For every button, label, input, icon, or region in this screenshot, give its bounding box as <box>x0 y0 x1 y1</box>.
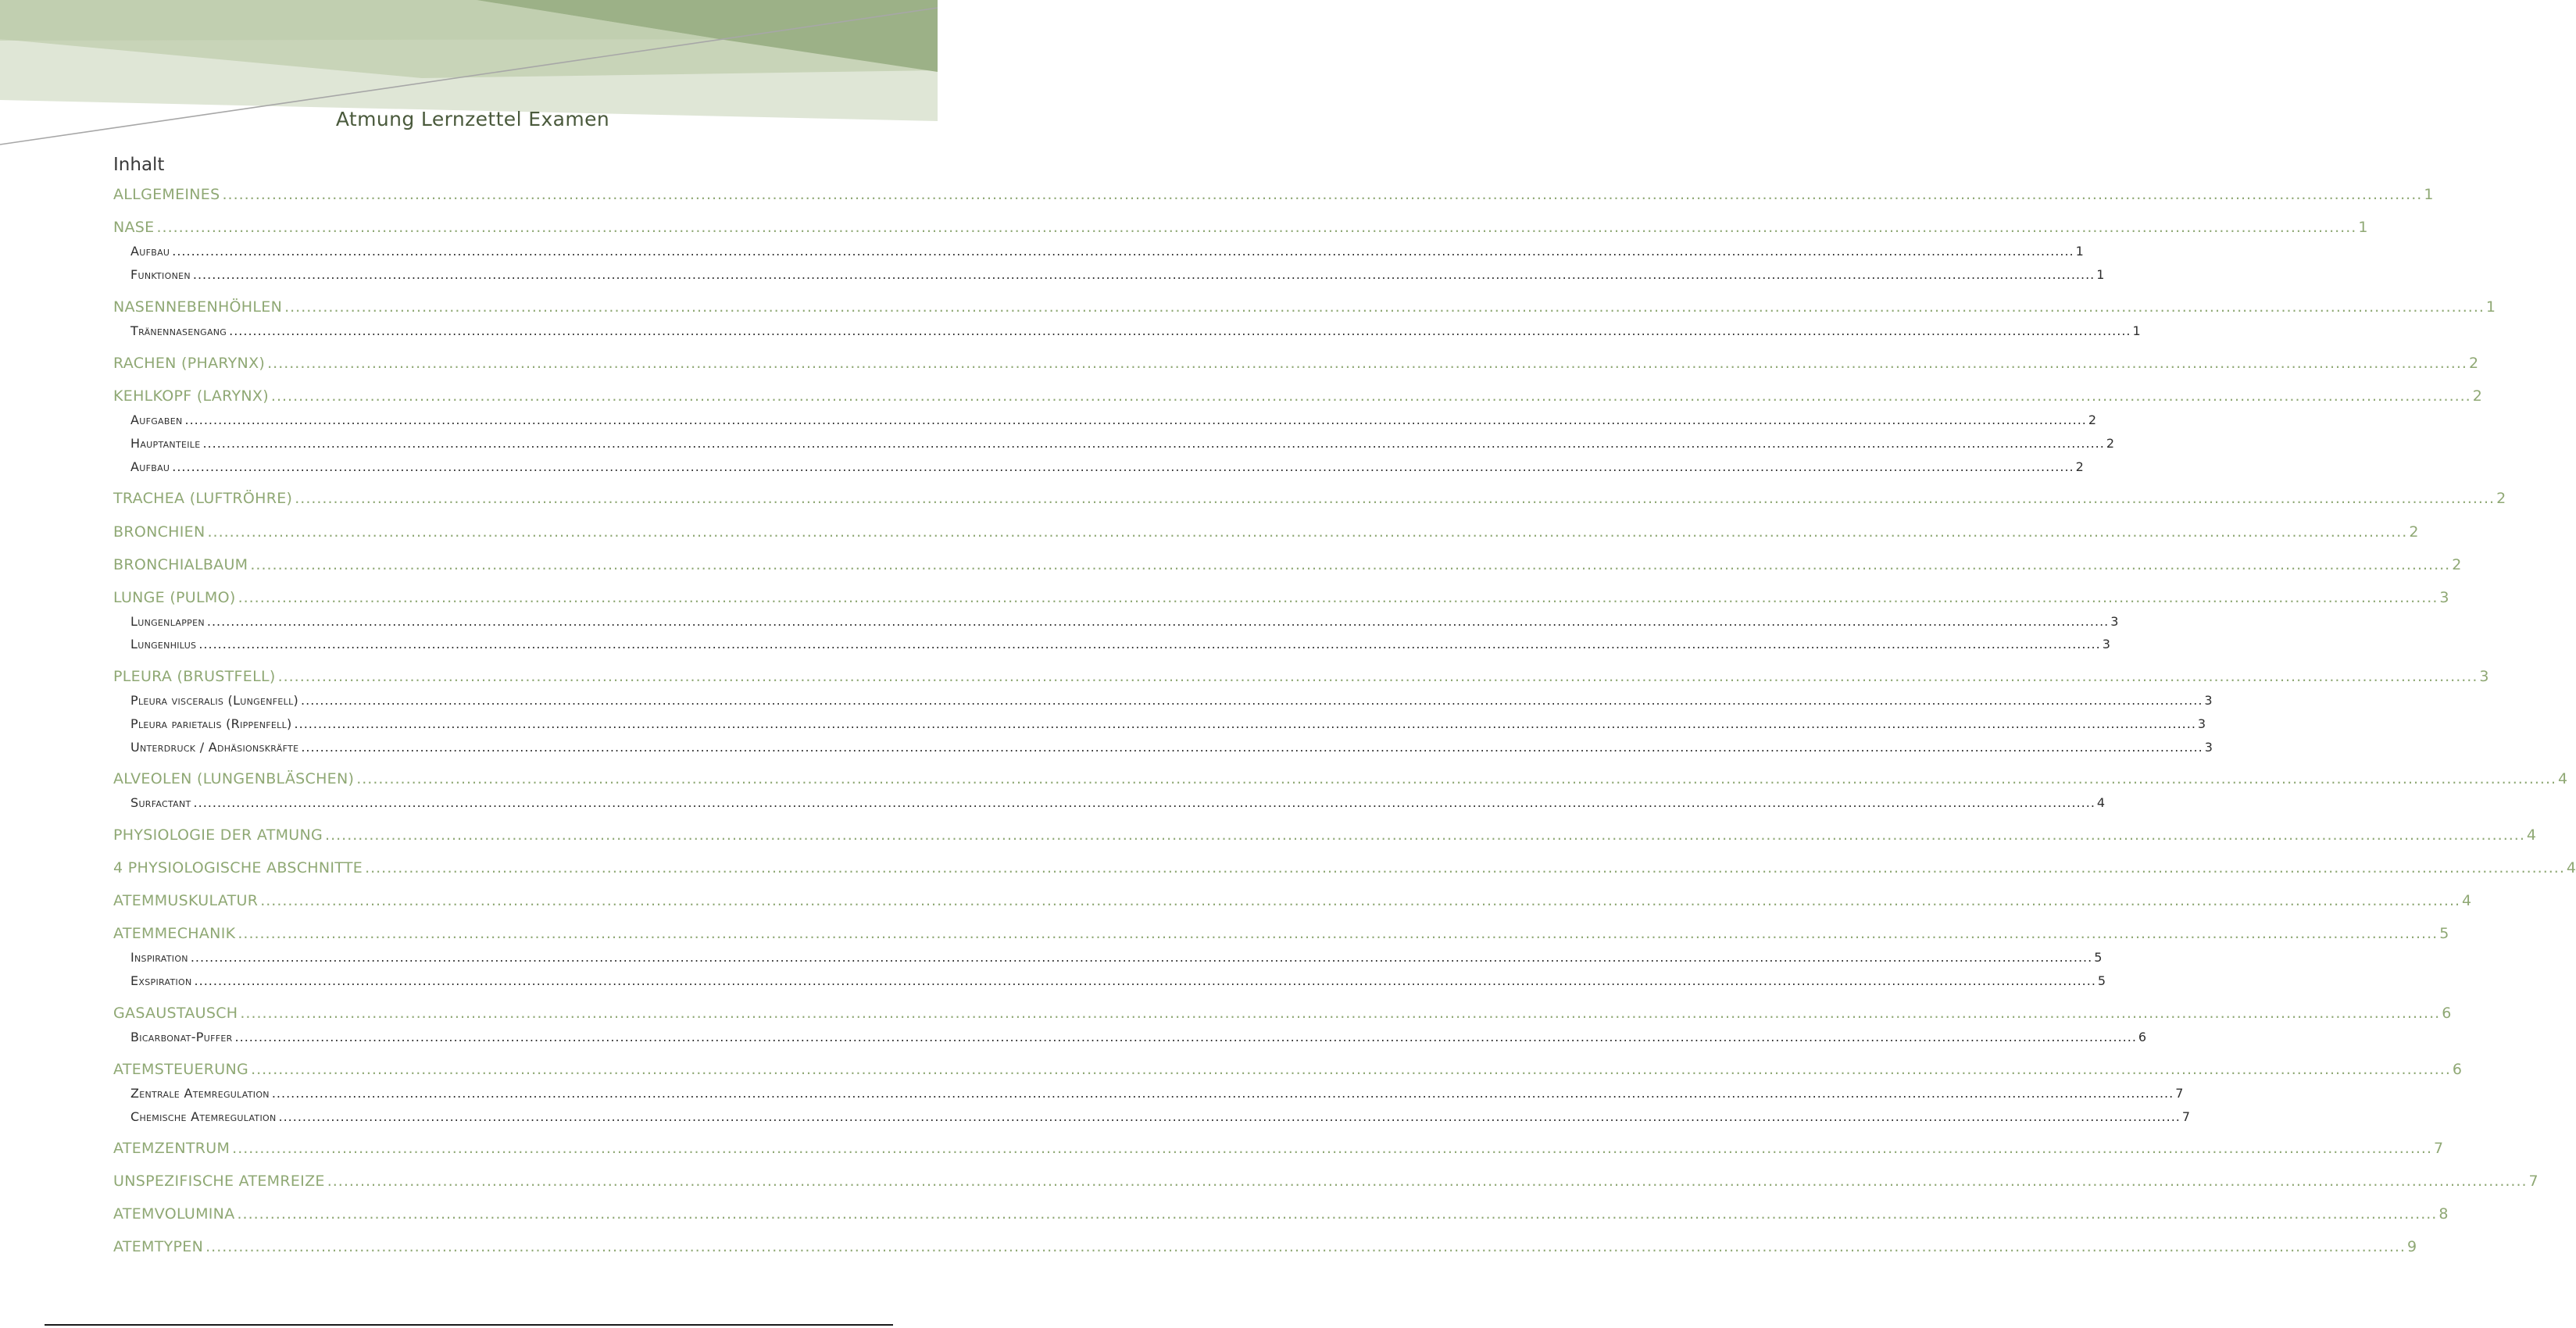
toc-entry-label: ATEMMECHANIK <box>113 925 236 942</box>
dot-leader: ................................................................................................................................................................................................................................................................................................................................................................................................................ <box>295 490 2496 507</box>
toc-entry[interactable] <box>113 218 2368 237</box>
toc-entry-label: ALVEOLEN (LUNGENBLÄSCHEN) <box>113 770 355 787</box>
toc-page-number: 2 <box>2468 355 2479 372</box>
toc-page-number: 5 <box>2094 950 2103 965</box>
toc-entry[interactable] <box>113 588 2449 607</box>
dot-leader: ................................................................................................................................................................................................................................................................................................................................................................................................................ <box>202 436 2105 451</box>
toc-subentry[interactable] <box>130 435 2115 452</box>
toc-page-number: 3 <box>2204 693 2213 708</box>
toc-entry-label: UNSPEZIFISCHE ATEMREIZE <box>113 1173 325 1190</box>
toc-entry[interactable] <box>113 1237 2417 1256</box>
dot-leader: ................................................................................................................................................................................................................................................................................................................................................................................................................ <box>194 973 2096 988</box>
toc-entry[interactable] <box>113 1139 2444 1158</box>
toc-entry[interactable] <box>113 185 2434 204</box>
dot-leader: ................................................................................................................................................................................................................................................................................................................................................................................................................ <box>356 770 2557 787</box>
toc-subentry[interactable] <box>130 1029 2147 1045</box>
dot-leader: ................................................................................................................................................................................................................................................................................................................................................................................................................ <box>278 1109 2181 1124</box>
toc-entry-label: Aufbau <box>130 459 170 474</box>
dot-leader: ................................................................................................................................................................................................................................................................................................................................................................................................................ <box>365 859 2565 876</box>
dot-leader: ................................................................................................................................................................................................................................................................................................................................................................................................................ <box>207 523 2408 541</box>
dot-leader: ................................................................................................................................................................................................................................................................................................................................................................................................................ <box>301 740 2203 755</box>
toc-entry-label: PHYSIOLOGIE DER ATMUNG <box>113 826 323 844</box>
toc-subentry[interactable] <box>130 243 2085 259</box>
toc-entry-label: BRONCHIALBAUM <box>113 556 248 573</box>
toc-entry-label: LUNGE (PULMO) <box>113 589 236 606</box>
toc-entry-label: ATEMVOLUMINA <box>113 1205 235 1223</box>
toc-page-number: 2 <box>2409 523 2419 541</box>
toc-entry[interactable] <box>113 523 2419 541</box>
toc-subentry[interactable] <box>130 739 2213 755</box>
toc-page-number: 3 <box>2204 740 2213 755</box>
dot-leader: ................................................................................................................................................................................................................................................................................................................................................................................................................ <box>260 892 2461 909</box>
toc-entry-label: ATEMMUSKULATUR <box>113 892 259 909</box>
toc-entry-label: RACHEN (PHARYNX) <box>113 355 266 372</box>
toc-entry[interactable] <box>113 826 2537 844</box>
toc-page-number: 2 <box>2496 490 2506 507</box>
toc-page-number: 2 <box>2088 412 2097 427</box>
toc-entry-label: BRONCHIEN <box>113 523 205 541</box>
dot-leader: ................................................................................................................................................................................................................................................................................................................................................................................................................ <box>238 925 2438 942</box>
toc-entry[interactable] <box>113 891 2472 910</box>
toc-entry-label: NASE <box>113 219 155 236</box>
toc-entry-label: Inspiration <box>130 950 188 965</box>
toc-entry-label: TRACHEA (LUFTRÖHRE) <box>113 490 293 507</box>
toc-subentry[interactable] <box>130 1085 2184 1101</box>
toc-page-number: 1 <box>2096 267 2105 282</box>
toc-entry-label: ATEMZENTRUM <box>113 1140 230 1157</box>
toc-page-number: 3 <box>2110 614 2119 629</box>
toc-page-number: 1 <box>2358 219 2368 236</box>
dot-leader: ................................................................................................................................................................................................................................................................................................................................................................................................................ <box>234 1030 2137 1044</box>
toc-entry[interactable] <box>113 1060 2463 1079</box>
toc-entry-label: 4 PHYSIOLOGISCHE ABSCHNITTE <box>113 859 363 876</box>
toc-page-number: 3 <box>2439 589 2449 606</box>
dot-leader: ................................................................................................................................................................................................................................................................................................................................................................................................................ <box>222 186 2423 203</box>
dot-leader: ................................................................................................................................................................................................................................................................................................................................................................................................................ <box>237 1205 2438 1223</box>
toc-entry[interactable] <box>113 769 2568 788</box>
toc-subentry[interactable] <box>130 613 2119 630</box>
toc-entry[interactable] <box>113 387 2483 405</box>
toc-page-number: 5 <box>2439 925 2449 942</box>
toc-page-number: 1 <box>2075 244 2085 259</box>
toc-entry-label: Pleura parietalis (Rippenfell) <box>130 716 292 731</box>
dot-leader: ................................................................................................................................................................................................................................................................................................................................................................................................................ <box>294 716 2196 731</box>
toc-heading: Inhalt <box>113 155 165 175</box>
toc-entry[interactable] <box>113 489 2506 508</box>
toc-entry-label: ALLGEMEINES <box>113 186 220 203</box>
toc-entry-label: Hauptanteile <box>130 436 201 451</box>
dot-leader: ................................................................................................................................................................................................................................................................................................................................................................................................................ <box>271 1086 2174 1101</box>
dot-leader: ................................................................................................................................................................................................................................................................................................................................................................................................................ <box>327 1173 2528 1190</box>
toc-entry[interactable] <box>113 298 2496 316</box>
toc-page-number: 8 <box>2438 1205 2449 1223</box>
toc-subentry[interactable] <box>130 973 2106 989</box>
dot-leader: ................................................................................................................................................................................................................................................................................................................................................................................................................ <box>277 668 2478 685</box>
dot-leader: ................................................................................................................................................................................................................................................................................................................................................................................................................ <box>184 412 2087 427</box>
dot-leader: ................................................................................................................................................................................................................................................................................................................................................................................................................ <box>172 244 2074 259</box>
toc-page-number: 3 <box>2197 716 2206 731</box>
dot-leader: ................................................................................................................................................................................................................................................................................................................................................................................................................ <box>172 459 2074 474</box>
toc-entry-label: ATEMTYPEN <box>113 1238 204 1255</box>
toc-entry-label: KEHLKOPF (LARYNX) <box>113 387 269 405</box>
toc-entry[interactable] <box>113 1205 2449 1223</box>
toc-page-number: 4 <box>2096 795 2106 810</box>
dot-leader: ................................................................................................................................................................................................................................................................................................................................................................................................................ <box>267 355 2467 372</box>
toc-subentry[interactable] <box>130 794 2106 811</box>
toc-page-number: 6 <box>2452 1061 2463 1078</box>
dot-leader: ................................................................................................................................................................................................................................................................................................................................................................................................................ <box>192 267 2095 282</box>
toc-entry[interactable] <box>113 1004 2452 1023</box>
toc-entry-label: Lungenlappen <box>130 614 205 629</box>
toc-page-number: 2 <box>2106 436 2115 451</box>
toc-entry-label: Pleura visceralis (Lungenfell) <box>130 693 299 708</box>
toc-entry-label: Exspiration <box>130 973 192 988</box>
footer-divider <box>45 1324 893 1326</box>
toc-page-number: 2 <box>2472 387 2483 405</box>
dot-leader: ................................................................................................................................................................................................................................................................................................................................................................................................................ <box>206 614 2110 629</box>
toc-entry-label: Zentrale Atemregulation <box>130 1086 270 1101</box>
dot-leader: ................................................................................................................................................................................................................................................................................................................................................................................................................ <box>251 1061 2451 1078</box>
toc-subentry[interactable] <box>130 412 2097 428</box>
toc-subentry[interactable] <box>130 1108 2191 1125</box>
dot-leader: ................................................................................................................................................................................................................................................................................................................................................................................................................ <box>250 556 2451 573</box>
toc-entry-label: Aufgaben <box>130 412 183 427</box>
dot-leader: ................................................................................................................................................................................................................................................................................................................................................................................................................ <box>240 1005 2441 1022</box>
toc-entry-label: Tränennasengang <box>130 323 227 338</box>
toc-subentry[interactable] <box>130 692 2213 709</box>
toc-entry[interactable] <box>113 1172 2538 1191</box>
toc-page-number: 7 <box>2181 1109 2191 1124</box>
toc-page-number: 7 <box>2434 1140 2444 1157</box>
dot-leader: ................................................................................................................................................................................................................................................................................................................................................................................................................ <box>325 826 2525 844</box>
toc-subentry[interactable] <box>130 266 2105 283</box>
toc-page-number: 1 <box>2485 298 2496 316</box>
toc-entry[interactable] <box>113 859 2576 877</box>
toc-page-number: 3 <box>2102 637 2111 652</box>
dot-leader: ................................................................................................................................................................................................................................................................................................................................................................................................................ <box>198 637 2101 652</box>
toc-entry[interactable] <box>113 924 2449 943</box>
toc-page-number: 3 <box>2479 668 2489 685</box>
toc-subentry[interactable] <box>130 716 2206 732</box>
toc-page-number: 7 <box>2528 1173 2538 1190</box>
toc-page-number: 2 <box>2452 556 2462 573</box>
toc-entry-label: PLEURA (BRUSTFELL) <box>113 668 276 685</box>
toc-page-number: 7 <box>2175 1086 2184 1101</box>
toc-subentry[interactable] <box>130 949 2103 966</box>
toc-entry[interactable] <box>113 667 2489 686</box>
toc-entry-label: Chemische Atemregulation <box>130 1109 277 1124</box>
dot-leader: ................................................................................................................................................................................................................................................................................................................................................................................................................ <box>156 219 2357 236</box>
dot-leader: ................................................................................................................................................................................................................................................................................................................................................................................................................ <box>284 298 2485 316</box>
toc-entry-label: Surfactant <box>130 795 191 810</box>
toc-entry-label: Bicarbonat-Puffer <box>130 1030 233 1044</box>
toc-page-number: 9 <box>2406 1238 2417 1255</box>
toc-subentry[interactable] <box>130 323 2141 339</box>
toc-page-number: 6 <box>2442 1005 2452 1022</box>
dot-leader: ................................................................................................................................................................................................................................................................................................................................................................................................................ <box>301 693 2203 708</box>
document-title: Atmung Lernzettel Examen <box>335 108 610 130</box>
dot-leader: ................................................................................................................................................................................................................................................................................................................................................................................................................ <box>229 323 2131 338</box>
toc-subentry[interactable] <box>130 459 2085 475</box>
toc-page-number: 4 <box>2462 892 2472 909</box>
toc-page-number: 4 <box>2526 826 2537 844</box>
toc-entry-label: Aufbau <box>130 244 170 259</box>
toc-entry-label: Funktionen <box>130 267 191 282</box>
toc-entry[interactable] <box>113 555 2462 574</box>
toc-entry[interactable] <box>113 354 2479 373</box>
toc-page-number: 4 <box>2558 770 2568 787</box>
toc-entry-label: NASENNEBENHÖHLEN <box>113 298 283 316</box>
dot-leader: ................................................................................................................................................................................................................................................................................................................................................................................................................ <box>190 950 2093 965</box>
dot-leader: ................................................................................................................................................................................................................................................................................................................................................................................................................ <box>270 387 2471 405</box>
toc-entry-label: Unterdruck / Adhäsionskräfte <box>130 740 299 755</box>
toc-entry-label: Lungenhilus <box>130 637 197 652</box>
dot-leader: ................................................................................................................................................................................................................................................................................................................................................................................................................ <box>238 589 2438 606</box>
toc-page-number: 2 <box>2075 459 2085 474</box>
toc-entry-label: ATEMSTEUERUNG <box>113 1061 249 1078</box>
dot-leader: ................................................................................................................................................................................................................................................................................................................................................................................................................ <box>193 795 2095 810</box>
dot-leader: ................................................................................................................................................................................................................................................................................................................................................................................................................ <box>205 1238 2406 1255</box>
toc-page-number: 1 <box>2424 186 2434 203</box>
toc-page-number: 1 <box>2132 323 2141 338</box>
dot-leader: ................................................................................................................................................................................................................................................................................................................................................................................................................ <box>232 1140 2432 1157</box>
toc-subentry[interactable] <box>130 636 2111 652</box>
toc-page-number: 5 <box>2097 973 2106 988</box>
toc-page-number: 4 <box>2566 859 2576 876</box>
toc-entry-label: GASAUSTAUSCH <box>113 1005 238 1022</box>
toc-page-number: 6 <box>2138 1030 2147 1044</box>
